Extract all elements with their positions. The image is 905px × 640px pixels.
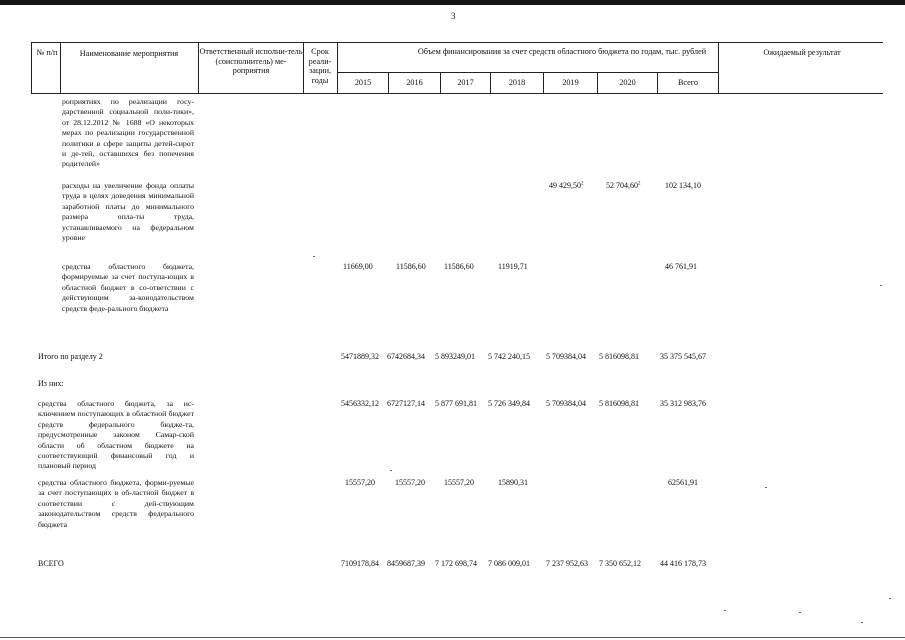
grand-total-sum: 44 416 178,73 — [660, 559, 706, 568]
header-divider — [303, 43, 304, 94]
excluding-2015: 5456332,12 — [341, 399, 379, 408]
federal-total: 46 761,91 — [665, 262, 697, 271]
excluding-2019: 5 709384,04 — [546, 399, 586, 408]
header-year-2015: 2015 — [354, 78, 372, 87]
grand-total-2017: 7 172 698,74 — [435, 559, 477, 568]
page-number: 3 — [451, 11, 456, 21]
header-divider — [198, 43, 199, 94]
header-subdivider — [337, 72, 718, 73]
wage-increase-text: расходы на увеличение фонда оплаты труда в целях доведения минимальной заработной платы до минимального размера опла-ты труда, устанавливаемого на федеральном уровне — [62, 181, 194, 243]
header-col-responsible: Ответственный исполни-тель (соисполнитель) ме-роприятия — [199, 47, 303, 75]
measure-continuation-text: роприятиях по реализации госу-дарственной социальной поли-тики», от 28.12.2012 № 1688 «О некоторых мерах по реализации государственной политики в сфере защиты детей-сирот и де-тей, оставшихся без попечения родителей» — [62, 97, 194, 169]
header-divider — [657, 72, 658, 94]
header-col-result: Ожидаемый результат — [763, 48, 841, 57]
header-col-funding: Объем финансирования за счет средств областного бюджета по годам, тыс. рублей — [417, 47, 707, 56]
table-header — [31, 42, 883, 94]
header-col-number: № п/п — [36, 48, 58, 57]
grand-total-label: ВСЕГО — [38, 559, 64, 568]
header-divider — [337, 43, 338, 94]
scan-speck — [861, 622, 863, 623]
header-divider — [440, 72, 441, 94]
header-col-term: Срок реали-зации, годы — [308, 47, 332, 85]
section-total-label: Итого по разделу 2 — [38, 352, 103, 361]
header-year-2016: 2016 — [406, 78, 423, 87]
excluding-2018: 5 726 349,84 — [488, 399, 530, 408]
federal2-2016: 15557,20 — [395, 478, 425, 487]
federal2-2018: 15890,31 — [498, 478, 528, 487]
federal-funds-2-text: средства областного бюджета, форми-руемые за счет поступающих в об-ластной бюджет в соответствии с дей-ствующим законодательством средств федерального бюджета — [38, 478, 194, 529]
federal-2017: 11586,60 — [444, 262, 474, 271]
federal-2018: 11919,71 — [498, 262, 528, 271]
scan-speck — [313, 256, 315, 257]
header-divider — [388, 72, 389, 94]
section-total-2020: 5 816098,81 — [599, 352, 639, 361]
section-total-sum: 35 375 545,67 — [660, 352, 706, 361]
header-divider — [597, 72, 598, 94]
of-which-label: Из них: — [38, 379, 64, 388]
header-divider — [490, 72, 491, 94]
scan-speck — [724, 610, 726, 611]
header-total: Всего — [677, 78, 699, 87]
header-year-2017: 2017 — [457, 78, 474, 87]
top-scan-border — [0, 0, 905, 5]
grand-total-2016: 8459687,39 — [387, 559, 425, 568]
wage-2020-value: 52 704,60$^2$ — [606, 181, 641, 190]
wage-2019-value: 49 429,50$^2$ — [549, 181, 584, 190]
section-total-2015: 5471889,32 — [341, 352, 379, 361]
grand-total-2018: 7 086 009,01 — [488, 559, 530, 568]
federal-funds-text: средства областного бюджета, формируемые за счет поступа-ющих в областной бюджет в со-ответствии с действующим за-конодательством средств феде-рального бюджета — [62, 262, 194, 313]
grand-total-2020: 7 350 652,12 — [599, 559, 641, 568]
header-divider — [60, 43, 61, 94]
federal2-2015: 15557,20 — [345, 478, 375, 487]
header-divider — [718, 43, 719, 94]
header-year-2020: 2020 — [619, 78, 636, 87]
section-total-2016: 6742684,34 — [387, 352, 425, 361]
wage-total-value: 102 134,10 — [665, 181, 701, 190]
excluding-2016: 6727127,14 — [387, 399, 425, 408]
excluding-2020: 5 816098,81 — [599, 399, 639, 408]
section-total-2019: 5 709384,04 — [546, 352, 586, 361]
scan-speck — [799, 612, 801, 613]
excluding-federal-text: средства областного бюджета, за ис-ключением поступающих в областной бюджет средств федерального бюдже-та, предусмотренные законом Самар-ской области об областном бюджете на соответствующий финансовый год и плановый период — [38, 399, 194, 471]
scan-speck — [390, 470, 392, 471]
section-total-2017: 5 893249,01 — [435, 352, 475, 361]
federal2-total: 62561,91 — [668, 478, 698, 487]
scan-speck — [765, 487, 767, 488]
section-total-2018: 5 742 240,15 — [488, 352, 530, 361]
grand-total-2015: 7109178,84 — [341, 559, 379, 568]
excluding-total: 35 312 983,76 — [660, 399, 706, 408]
federal-2015: 11669,00 — [343, 262, 373, 271]
header-year-2019: 2019 — [562, 78, 579, 87]
federal-2016: 11586,60 — [396, 262, 426, 271]
excluding-2017: 5 877 691,81 — [435, 399, 477, 408]
header-divider — [543, 72, 544, 94]
scan-speck — [889, 598, 891, 599]
grand-total-2019: 7 237 952,63 — [546, 559, 588, 568]
bottom-scan-border — [0, 637, 905, 638]
header-year-2018: 2018 — [508, 78, 526, 87]
scan-speck — [880, 285, 882, 286]
header-col-name: Наименование мероприятия — [79, 49, 179, 58]
federal2-2017: 15557,20 — [444, 478, 474, 487]
